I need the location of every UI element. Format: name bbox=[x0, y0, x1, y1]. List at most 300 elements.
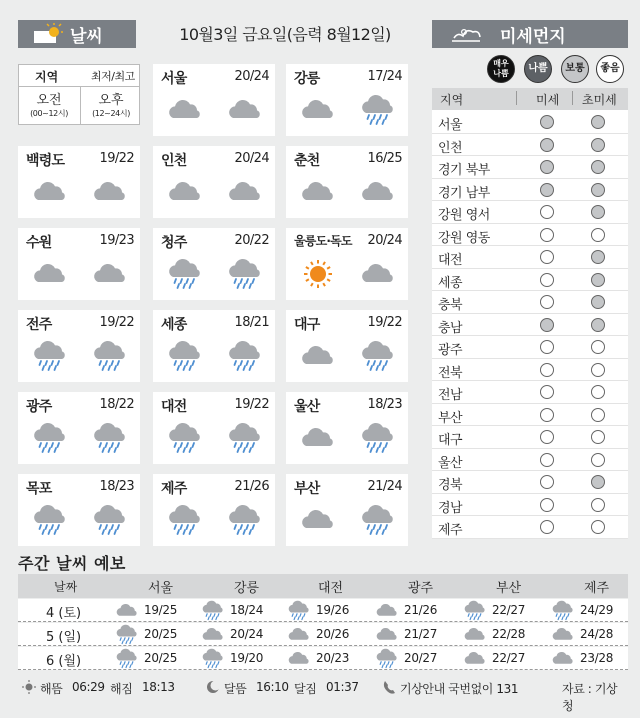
moonrise-label: 달뜸 bbox=[224, 682, 247, 696]
weekly-row bbox=[18, 623, 628, 646]
city-card bbox=[153, 228, 275, 300]
pm-weather bbox=[225, 504, 265, 536]
weekly-weather bbox=[200, 600, 226, 621]
city-temp: 19/22 bbox=[367, 315, 402, 330]
city-card bbox=[18, 310, 140, 382]
dust-region: 제주 bbox=[438, 523, 463, 538]
rain-cloud-icon bbox=[90, 504, 130, 536]
city-card bbox=[18, 474, 140, 546]
city-name: 대구 bbox=[294, 317, 320, 333]
city-name: 수원 bbox=[26, 235, 52, 251]
am-weather bbox=[165, 504, 205, 536]
rain-cloud-icon bbox=[358, 422, 398, 454]
cloud-icon bbox=[298, 340, 338, 372]
pm10-indicator bbox=[540, 340, 554, 354]
weekly-row bbox=[18, 599, 628, 622]
legend-region: 지역 bbox=[35, 70, 59, 84]
city-temp: 18/21 bbox=[234, 315, 269, 330]
cloud-icon bbox=[114, 600, 140, 621]
dust-region: 충남 bbox=[438, 320, 463, 336]
pm-weather bbox=[90, 176, 130, 208]
dust-icon bbox=[450, 24, 484, 44]
city-name: 서울 bbox=[161, 71, 187, 87]
cloud-icon bbox=[30, 258, 70, 290]
pm25-indicator bbox=[591, 183, 605, 197]
city-temp: 20/24 bbox=[367, 233, 402, 248]
dust-region: 경기 북부 bbox=[438, 163, 490, 178]
dust-level-badge: 나쁨 bbox=[524, 55, 552, 83]
city-card bbox=[286, 310, 408, 382]
legend-pm: 오후 bbox=[98, 93, 124, 108]
city-temp: 20/22 bbox=[234, 233, 269, 248]
cloud-icon bbox=[298, 176, 338, 208]
weekly-title: 주간 날씨 예보 bbox=[18, 554, 126, 573]
am-weather bbox=[298, 504, 338, 536]
city-card bbox=[286, 392, 408, 464]
pm10-indicator bbox=[540, 183, 554, 197]
weekly-weather bbox=[114, 600, 140, 621]
weekly-temp: 18/24 bbox=[230, 603, 264, 617]
city-name: 울릉도·독도 bbox=[294, 234, 352, 248]
weekly-header bbox=[18, 574, 628, 598]
cloud-icon bbox=[298, 94, 338, 126]
legend-pm-range: (12~24시) bbox=[92, 109, 130, 118]
pm25-indicator bbox=[591, 430, 605, 444]
pm25-indicator bbox=[591, 115, 605, 129]
cloud-icon bbox=[90, 258, 130, 290]
am-weather bbox=[298, 340, 338, 372]
pm-weather bbox=[225, 340, 265, 372]
dust-row bbox=[432, 471, 628, 494]
weekly-weather bbox=[114, 624, 140, 645]
pm-weather bbox=[358, 176, 398, 208]
weather-info-line: 기상안내 국번없이 131 bbox=[400, 682, 519, 696]
city-temp: 16/25 bbox=[367, 151, 402, 166]
pm10-indicator bbox=[540, 160, 554, 174]
weekly-date: 6 (월) bbox=[46, 654, 82, 669]
pm10-indicator bbox=[540, 430, 554, 444]
pm-weather bbox=[358, 258, 398, 290]
weekly-weather bbox=[550, 624, 576, 645]
am-weather bbox=[30, 258, 70, 290]
sunset-label: 해짐 bbox=[110, 682, 133, 696]
legend-am: 오전 bbox=[36, 93, 62, 108]
dust-region: 경기 남부 bbox=[438, 185, 490, 201]
weekly-weather bbox=[462, 600, 488, 621]
weekly-date: 5 (일) bbox=[46, 630, 82, 645]
am-weather bbox=[298, 258, 338, 290]
source-label: 자료 : 기상청 bbox=[562, 682, 618, 713]
moonrise-time: 16:10 bbox=[256, 680, 289, 694]
weekly-temp: 21/26 bbox=[404, 603, 438, 617]
weekly-temp: 21/27 bbox=[404, 627, 438, 641]
dust-table-header bbox=[432, 88, 628, 110]
city-card bbox=[286, 228, 408, 300]
rain-cloud-icon bbox=[286, 600, 312, 621]
rain-cloud-icon bbox=[200, 600, 226, 621]
sunrise-label: 해뜸 bbox=[40, 682, 63, 696]
pm25-indicator bbox=[591, 520, 605, 534]
cloud-icon bbox=[358, 176, 398, 208]
weekly-weather bbox=[200, 648, 226, 669]
city-card bbox=[18, 146, 140, 218]
city-temp: 19/22 bbox=[99, 151, 134, 166]
pm25-indicator bbox=[591, 408, 605, 422]
weekly-temp: 20/27 bbox=[404, 651, 438, 665]
cloud-icon bbox=[550, 648, 576, 669]
pm25-indicator bbox=[591, 385, 605, 399]
pm25-indicator bbox=[591, 205, 605, 219]
weekly-weather bbox=[374, 648, 400, 669]
pm-weather bbox=[358, 422, 398, 454]
am-weather bbox=[165, 422, 205, 454]
moonset-time: 01:37 bbox=[326, 680, 359, 694]
weekly-weather bbox=[374, 600, 400, 621]
cloud-icon bbox=[286, 624, 312, 645]
city-card bbox=[153, 64, 275, 136]
city-name: 대전 bbox=[161, 399, 187, 415]
am-weather bbox=[30, 176, 70, 208]
phone-icon bbox=[382, 680, 396, 694]
dust-region: 부산 bbox=[438, 410, 463, 426]
am-weather bbox=[298, 422, 338, 454]
weekly-temp: 24/28 bbox=[580, 627, 614, 641]
city-temp: 18/22 bbox=[99, 397, 134, 412]
date-label: 10월3일 금요일(음력 8월12일) bbox=[179, 25, 391, 44]
dust-header-pm25: 초미세 bbox=[582, 93, 617, 107]
weekly-temp: 22/27 bbox=[492, 651, 526, 665]
pm25-indicator bbox=[591, 340, 605, 354]
am-weather bbox=[30, 504, 70, 536]
city-name: 울산 bbox=[294, 399, 320, 415]
dust-region: 전북 bbox=[438, 365, 463, 381]
pm25-indicator bbox=[591, 138, 605, 152]
am-weather bbox=[298, 176, 338, 208]
pm-weather bbox=[90, 340, 130, 372]
pm10-indicator bbox=[540, 498, 554, 512]
weekly-temp: 24/29 bbox=[580, 603, 614, 617]
am-weather bbox=[30, 422, 70, 454]
weekly-weather bbox=[462, 648, 488, 669]
pm10-indicator bbox=[540, 138, 554, 152]
legend-am-range: (00~12시) bbox=[30, 109, 68, 118]
pm25-indicator bbox=[591, 363, 605, 377]
dust-row bbox=[432, 449, 628, 472]
weekly-weather bbox=[200, 624, 226, 645]
dust-row bbox=[432, 314, 628, 337]
pm25-indicator bbox=[591, 295, 605, 309]
city-temp: 18/23 bbox=[99, 479, 134, 494]
city-name: 전주 bbox=[26, 317, 52, 333]
weekly-temp: 19/25 bbox=[144, 603, 178, 617]
pm10-indicator bbox=[540, 318, 554, 332]
city-card bbox=[286, 474, 408, 546]
weather-title-badge bbox=[18, 20, 136, 48]
weekly-weather bbox=[550, 600, 576, 621]
cloud-icon bbox=[286, 648, 312, 669]
dust-region: 광주 bbox=[438, 343, 463, 358]
city-card bbox=[153, 146, 275, 218]
weekly-weather bbox=[462, 624, 488, 645]
rain-cloud-icon bbox=[114, 648, 140, 669]
dust-region: 전남 bbox=[438, 388, 463, 403]
dust-row bbox=[432, 111, 628, 134]
pm10-indicator bbox=[540, 408, 554, 422]
city-temp: 19/22 bbox=[99, 315, 134, 330]
rain-cloud-icon bbox=[225, 422, 265, 454]
weekly-temp: 20/24 bbox=[230, 627, 264, 641]
rain-cloud-icon bbox=[225, 340, 265, 372]
city-temp: 19/23 bbox=[99, 233, 134, 248]
cloud-icon bbox=[165, 176, 205, 208]
city-card bbox=[18, 392, 140, 464]
cloud-icon bbox=[90, 176, 130, 208]
weekly-weather bbox=[114, 648, 140, 669]
dust-region: 충북 bbox=[438, 298, 463, 313]
am-weather bbox=[165, 340, 205, 372]
cloud-icon bbox=[374, 624, 400, 645]
cloud-icon bbox=[30, 176, 70, 208]
pm25-indicator bbox=[591, 453, 605, 467]
pm10-indicator bbox=[540, 273, 554, 287]
dust-header-pm10: 미세 bbox=[536, 93, 560, 107]
cloud-icon bbox=[298, 504, 338, 536]
city-name: 세종 bbox=[161, 317, 187, 333]
weekly-temp: 20/25 bbox=[144, 651, 178, 665]
pm10-indicator bbox=[540, 363, 554, 377]
pm-weather bbox=[358, 340, 398, 372]
pm-weather bbox=[225, 94, 265, 126]
sunrise-icon bbox=[22, 680, 36, 694]
city-card bbox=[153, 392, 275, 464]
pm25-indicator bbox=[591, 273, 605, 287]
city-temp: 21/26 bbox=[234, 479, 269, 494]
dust-row bbox=[432, 359, 628, 382]
pm10-indicator bbox=[540, 228, 554, 242]
rain-cloud-icon bbox=[550, 600, 576, 621]
dust-row bbox=[432, 336, 628, 359]
pm25-indicator bbox=[591, 228, 605, 242]
city-name: 강릉 bbox=[294, 71, 320, 87]
rain-cloud-icon bbox=[225, 504, 265, 536]
weekly-header-city: 광주 bbox=[408, 581, 434, 596]
dust-row bbox=[432, 269, 628, 292]
dust-row bbox=[432, 246, 628, 269]
pm10-indicator bbox=[540, 453, 554, 467]
city-card bbox=[286, 146, 408, 218]
weekly-header-city: 서울 bbox=[148, 581, 174, 596]
rain-cloud-icon bbox=[165, 340, 205, 372]
city-temp: 18/23 bbox=[367, 397, 402, 412]
dust-row bbox=[432, 134, 628, 157]
weekly-weather bbox=[550, 648, 576, 669]
dust-region: 울산 bbox=[438, 455, 463, 471]
weekly-temp: 19/20 bbox=[230, 651, 264, 665]
weekly-header-city: 부산 bbox=[496, 581, 522, 596]
dust-region: 강원 영서 bbox=[438, 208, 490, 223]
sunrise-time: 06:29 bbox=[72, 680, 105, 694]
rain-cloud-icon bbox=[30, 504, 70, 536]
city-card bbox=[153, 474, 275, 546]
city-name: 청주 bbox=[161, 235, 187, 251]
weekly-date: 4 (토) bbox=[46, 606, 82, 621]
weekly-header-city: 대전 bbox=[318, 581, 344, 596]
footer bbox=[18, 676, 628, 713]
weekly-temp: 20/25 bbox=[144, 627, 178, 641]
rain-cloud-icon bbox=[200, 648, 226, 669]
dust-title-badge bbox=[432, 20, 628, 48]
dust-row bbox=[432, 179, 628, 202]
pm10-indicator bbox=[540, 295, 554, 309]
pm10-indicator bbox=[540, 115, 554, 129]
pm10-indicator bbox=[540, 475, 554, 489]
dust-row bbox=[432, 404, 628, 427]
dust-region: 대전 bbox=[438, 253, 463, 268]
dust-region: 서울 bbox=[438, 118, 463, 133]
dust-row bbox=[432, 291, 628, 314]
dust-table bbox=[432, 88, 628, 539]
cloud-icon bbox=[374, 600, 400, 621]
dust-row bbox=[432, 381, 628, 404]
pm10-indicator bbox=[540, 520, 554, 534]
dust-region: 대구 bbox=[438, 433, 463, 448]
dust-row bbox=[432, 426, 628, 449]
city-temp: 17/24 bbox=[367, 69, 402, 84]
pm-weather bbox=[225, 258, 265, 290]
rain-cloud-icon bbox=[358, 340, 398, 372]
legend-minmax: 최저/최고 bbox=[91, 70, 135, 83]
rain-cloud-icon bbox=[358, 504, 398, 536]
dust-header-region: 지역 bbox=[440, 93, 464, 107]
cloud-icon bbox=[550, 624, 576, 645]
weekly-temp: 19/26 bbox=[316, 603, 350, 617]
weekly-weather bbox=[374, 624, 400, 645]
rain-cloud-icon bbox=[374, 648, 400, 669]
weekly-row bbox=[18, 647, 628, 670]
city-name: 인천 bbox=[161, 153, 187, 169]
pm-weather bbox=[358, 94, 398, 126]
city-temp: 20/24 bbox=[234, 151, 269, 166]
weekly-temp: 20/26 bbox=[316, 627, 350, 641]
pm10-indicator bbox=[540, 385, 554, 399]
city-card bbox=[18, 228, 140, 300]
dust-region: 경북 bbox=[438, 478, 463, 493]
rain-cloud-icon bbox=[165, 422, 205, 454]
dust-row bbox=[432, 224, 628, 247]
pm-weather bbox=[225, 176, 265, 208]
weekly-header-date: 날짜 bbox=[54, 580, 78, 594]
rain-cloud-icon bbox=[225, 258, 265, 290]
city-name: 춘천 bbox=[294, 153, 320, 169]
dust-level-badge: 보통 bbox=[561, 55, 589, 83]
rain-cloud-icon bbox=[462, 600, 488, 621]
sun-icon bbox=[298, 258, 338, 290]
pm10-indicator bbox=[540, 205, 554, 219]
city-temp: 21/24 bbox=[367, 479, 402, 494]
weekly-temp: 22/28 bbox=[492, 627, 526, 641]
pm-weather bbox=[225, 422, 265, 454]
cloud-icon bbox=[462, 648, 488, 669]
dust-row bbox=[432, 156, 628, 179]
city-name: 목포 bbox=[26, 481, 52, 497]
dust-region: 인천 bbox=[438, 140, 463, 156]
cloud-icon bbox=[358, 258, 398, 290]
weekly-weather bbox=[286, 648, 312, 669]
city-name: 제주 bbox=[161, 481, 187, 497]
weekly-header-city: 강릉 bbox=[234, 581, 260, 596]
moonset-label: 달짐 bbox=[294, 682, 317, 696]
dust-row bbox=[432, 516, 628, 539]
moon-icon bbox=[206, 680, 220, 694]
am-weather bbox=[30, 340, 70, 372]
sun-cloud-icon bbox=[32, 23, 64, 45]
rain-cloud-icon bbox=[90, 340, 130, 372]
am-weather bbox=[165, 94, 205, 126]
dust-level-badge: 매우 나쁨 bbox=[487, 55, 515, 83]
cloud-icon bbox=[298, 422, 338, 454]
cloud-icon bbox=[165, 94, 205, 126]
pm10-indicator bbox=[540, 250, 554, 264]
rain-cloud-icon bbox=[165, 258, 205, 290]
city-name: 백령도 bbox=[26, 153, 65, 169]
pm25-indicator bbox=[591, 250, 605, 264]
rain-cloud-icon bbox=[114, 624, 140, 645]
pm25-indicator bbox=[591, 318, 605, 332]
weekly-temp: 23/28 bbox=[580, 651, 614, 665]
dust-region: 세종 bbox=[438, 275, 463, 291]
sunset-time: 18:13 bbox=[142, 680, 175, 694]
am-weather bbox=[165, 176, 205, 208]
dust-level-badge: 좋음 bbox=[596, 55, 624, 83]
cloud-icon bbox=[200, 624, 226, 645]
weekly-weather bbox=[286, 600, 312, 621]
cloud-icon bbox=[462, 624, 488, 645]
pm25-indicator bbox=[591, 160, 605, 174]
rain-cloud-icon bbox=[30, 340, 70, 372]
dust-row bbox=[432, 494, 628, 517]
dust-region: 강원 영동 bbox=[438, 230, 490, 246]
weekly-weather bbox=[286, 624, 312, 645]
pm-weather bbox=[358, 504, 398, 536]
pm25-indicator bbox=[591, 498, 605, 512]
city-card bbox=[286, 64, 408, 136]
am-weather bbox=[165, 258, 205, 290]
dust-row bbox=[432, 201, 628, 224]
pm-weather bbox=[90, 258, 130, 290]
rain-cloud-icon bbox=[165, 504, 205, 536]
city-temp: 19/22 bbox=[234, 397, 269, 412]
pm-weather bbox=[90, 504, 130, 536]
weather-title: 날씨 bbox=[70, 26, 103, 47]
weekly-temp: 20/23 bbox=[316, 651, 350, 665]
rain-cloud-icon bbox=[30, 422, 70, 454]
weekly-temp: 22/27 bbox=[492, 603, 526, 617]
am-weather bbox=[298, 94, 338, 126]
legend-card bbox=[18, 64, 140, 125]
pm-weather bbox=[90, 422, 130, 454]
city-temp: 20/24 bbox=[234, 69, 269, 84]
pm25-indicator bbox=[591, 475, 605, 489]
weekly-header-city: 제주 bbox=[584, 581, 610, 596]
rain-cloud-icon bbox=[90, 422, 130, 454]
rain-cloud-icon bbox=[358, 94, 398, 126]
city-name: 부산 bbox=[294, 481, 320, 497]
cloud-icon bbox=[225, 94, 265, 126]
dust-title: 미세먼지 bbox=[500, 26, 566, 47]
cloud-icon bbox=[225, 176, 265, 208]
dust-region: 경남 bbox=[438, 500, 463, 516]
city-name: 광주 bbox=[26, 399, 52, 415]
